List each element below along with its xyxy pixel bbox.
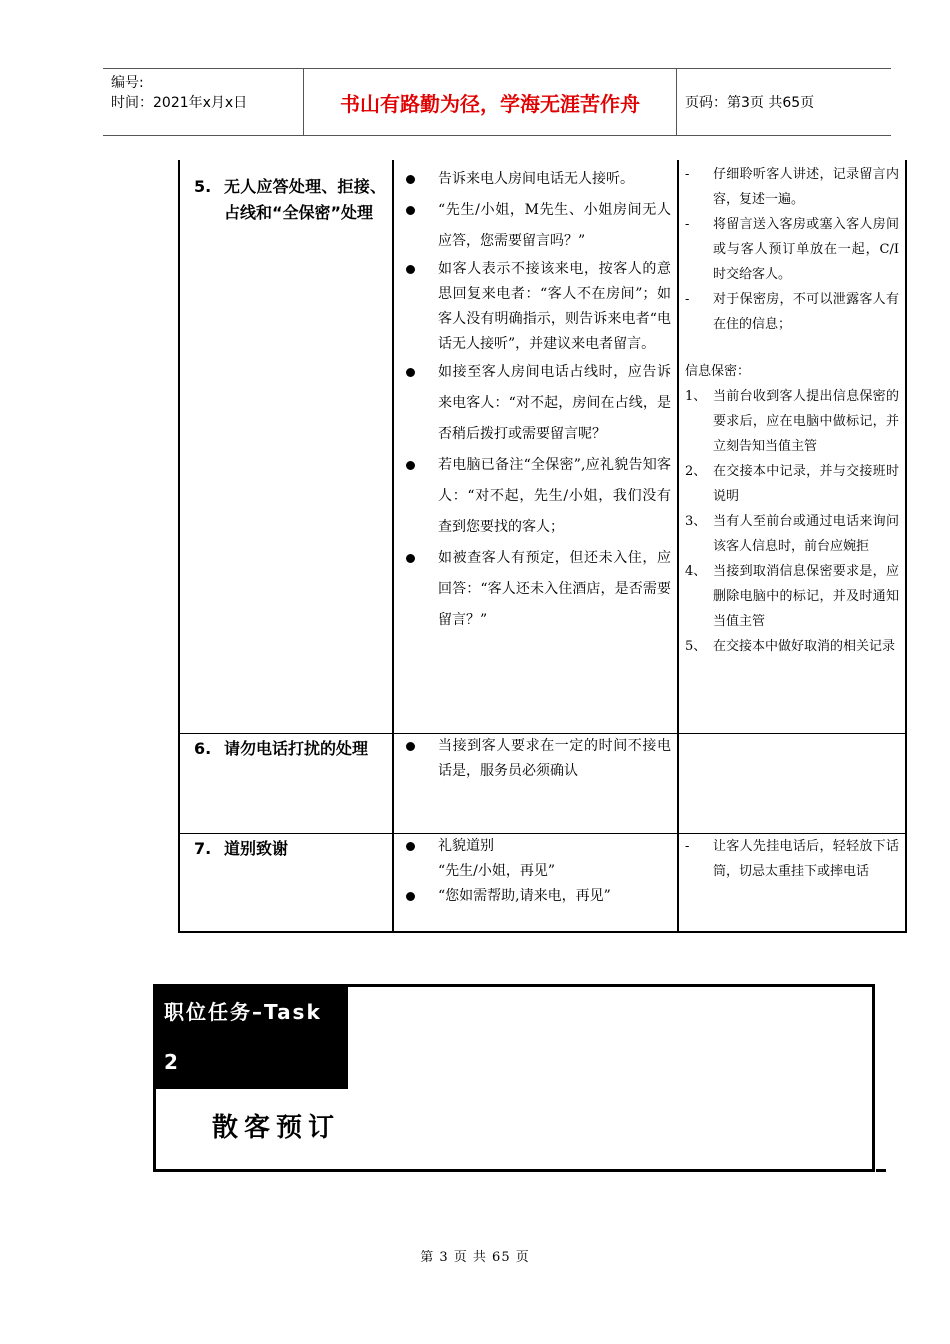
procedure-cell bbox=[393, 160, 678, 733]
procedure-cell bbox=[393, 833, 678, 932]
step-label: 道别致谢 bbox=[224, 838, 289, 858]
task-tag-line: 职位任务–Task bbox=[164, 1000, 322, 1024]
step-cell bbox=[179, 160, 393, 733]
note-item: - 将留言送入客房或塞入客人房间或与客人预订单放在一起，C/I时交给客人。 bbox=[685, 217, 899, 282]
step-cell bbox=[179, 733, 393, 833]
list-item: 如接至客人房间电话占线时，应告诉来电客人：“对不起，房间在占线，是否稍后拨打或需要留言呢？ bbox=[394, 357, 671, 450]
table-row bbox=[179, 733, 906, 833]
list-item: 若电脑已备注“全保密”,应礼貌告知客人：“对不起，先生/小姐，我们没有查到您要找的客人； bbox=[394, 450, 671, 543]
procedure-table bbox=[178, 160, 907, 933]
step-label: 请勿电话打扰的处理 bbox=[224, 738, 369, 758]
note-item: 2、 在交接本中记录，并与交接班时说明 bbox=[685, 464, 899, 504]
note-item: 1、 当前台收到客人提出信息保密的要求后，应在电脑中做标记，并立刻告知当值主管 bbox=[685, 389, 899, 454]
list-item: “先生/小姐，M先生、小姐房间无人应答，您需要留言吗？” bbox=[394, 195, 671, 257]
notes-heading: 信息保密： bbox=[685, 364, 751, 379]
task-title: 散客预订 bbox=[212, 1113, 341, 1143]
bullet-icon bbox=[406, 368, 415, 377]
list-item: 如被查客人有预定，但还未入住，应回答：“客人还未入住酒店，是否需要留言？” bbox=[394, 543, 671, 636]
bullet-icon bbox=[406, 892, 415, 901]
step-number: 5. bbox=[194, 177, 212, 196]
code-label: 编号: bbox=[111, 75, 144, 91]
bullet-icon bbox=[406, 742, 415, 751]
list-item: 当接到客人要求在一定的时间不接电话是，服务员必须确认 bbox=[394, 734, 671, 784]
time-text: 时间：2021年x月x日 bbox=[111, 95, 248, 111]
notes-cell bbox=[678, 733, 906, 833]
note-item: 5、 在交接本中做好取消的相关记录 bbox=[685, 639, 896, 654]
step-number: 7. bbox=[194, 838, 212, 858]
bullet-icon bbox=[406, 461, 415, 470]
bullet-icon bbox=[406, 554, 415, 563]
page-footer: 第 3 页 共 65 页 bbox=[420, 1250, 530, 1265]
page-header bbox=[103, 68, 891, 136]
header-page-number: 页码：第3页 共65页 bbox=[685, 95, 815, 111]
note-item: - 仔细聆听客人讲述，记录留言内容，复述一遍。 bbox=[685, 167, 899, 207]
task-tag bbox=[156, 987, 348, 1089]
notes-cell bbox=[678, 833, 906, 932]
list-item: 告诉来电人房间电话无人接听。 bbox=[394, 164, 671, 195]
step-label: 无人应答处理、拒接、占线和“全保密”处理 bbox=[224, 177, 386, 222]
bullet-icon bbox=[406, 206, 415, 215]
bullet-icon bbox=[406, 265, 415, 274]
task-box bbox=[153, 984, 875, 1172]
step-cell bbox=[179, 833, 393, 932]
table-row bbox=[179, 833, 906, 932]
list-item: “您如需帮助,请来电，再见” bbox=[394, 884, 671, 909]
note-item: - 让客人先挂电话后，轻轻放下话筒，切忌太重挂下或摔电话 bbox=[685, 838, 899, 879]
note-item: 3、 当有人至前台或通过电话来询问该客人信息时，前台应婉拒 bbox=[685, 514, 899, 554]
bullet-icon bbox=[406, 842, 415, 851]
notes-cell bbox=[678, 160, 906, 733]
sub-text: “先生/小姐，再见” bbox=[438, 862, 556, 879]
note-item: - 对于保密房，不可以泄露客人有在住的信息； bbox=[685, 292, 899, 332]
header-motto: 书山有路勤为径，学海无涯苦作舟 bbox=[340, 91, 640, 116]
header-divider bbox=[676, 69, 677, 135]
list-item: 礼貌道别 bbox=[394, 834, 671, 859]
procedure-cell bbox=[393, 733, 678, 833]
table-row bbox=[179, 160, 906, 733]
step-number: 6. bbox=[194, 738, 212, 758]
bullet-icon bbox=[406, 175, 415, 184]
list-item: 如客人表示不接该来电，按客人的意思回复来电者：“客人不在房间”；如客人没有明确指示，则告诉来电者“电话无人接听”，并建议来电者留言。 bbox=[394, 257, 671, 357]
corner-mark bbox=[876, 1169, 886, 1172]
note-item: 4、 当接到取消信息保密要求是，应删除电脑中的标记，并及时通知当值主管 bbox=[685, 564, 899, 629]
task-tag-line: 2 bbox=[164, 1050, 180, 1074]
header-meta bbox=[111, 73, 301, 113]
